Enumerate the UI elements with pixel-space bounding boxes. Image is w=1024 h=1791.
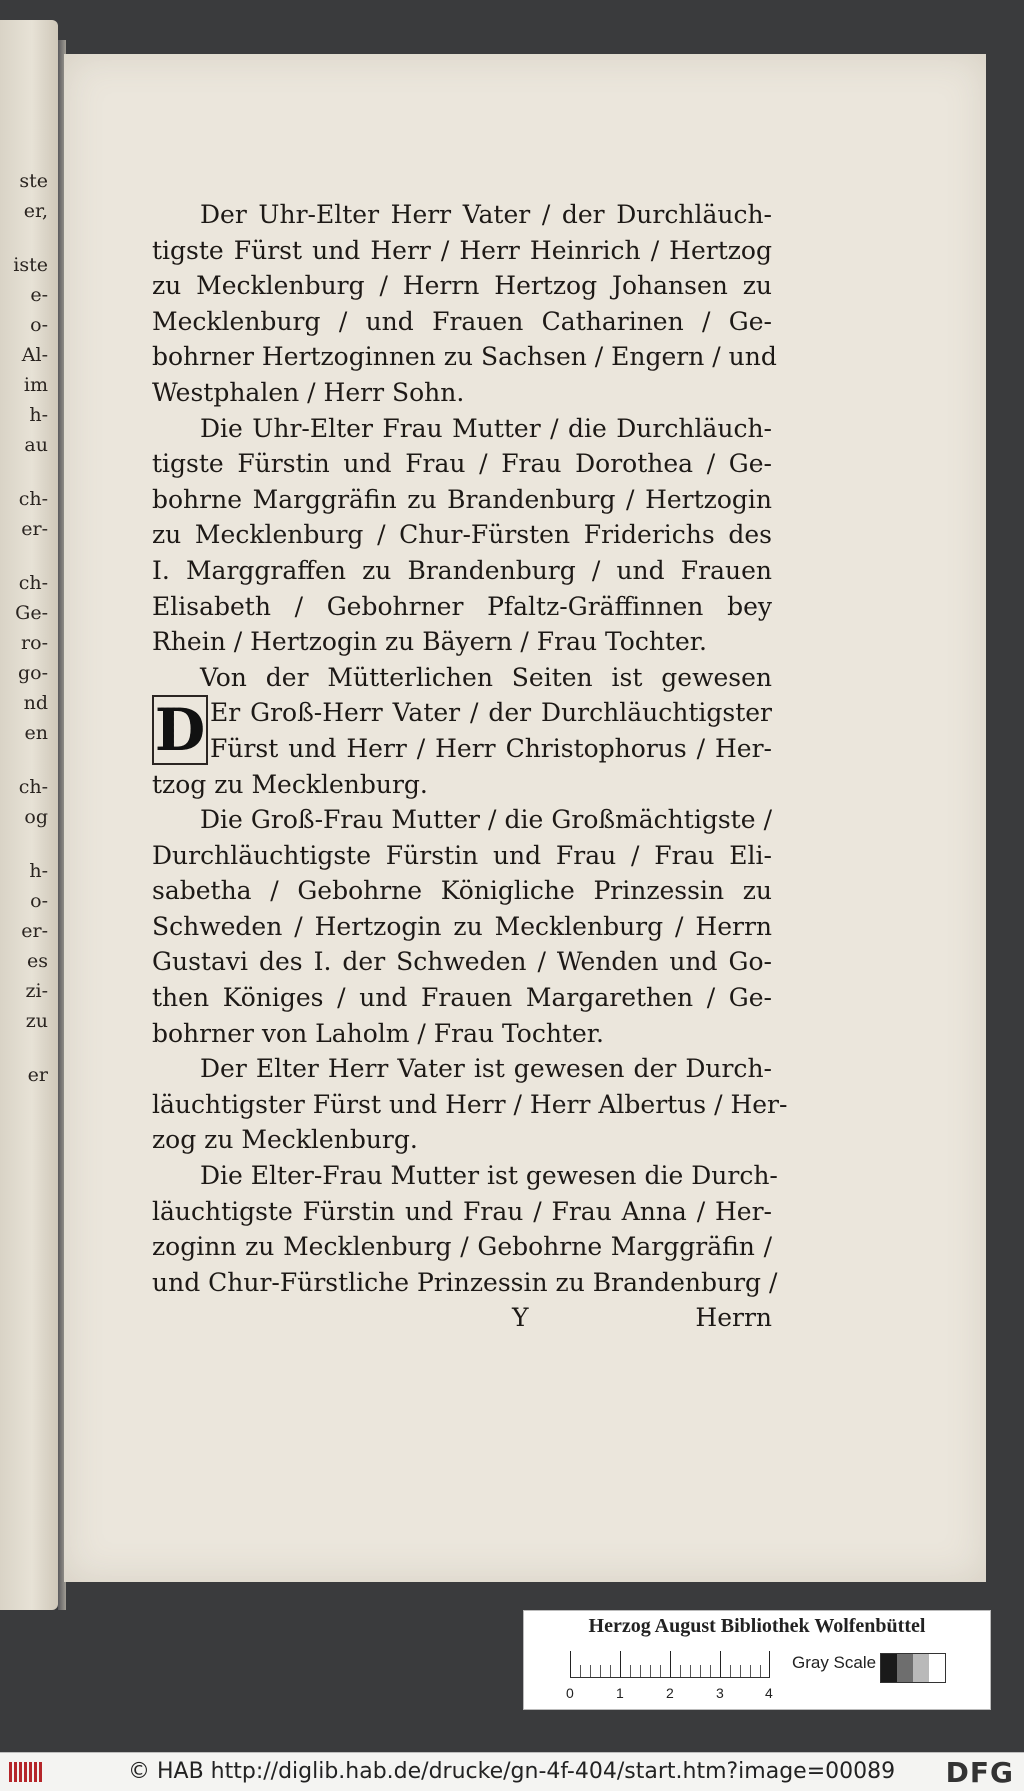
fragment: nd — [23, 692, 48, 714]
ruler-tick — [620, 1651, 621, 1677]
ruler-number: 0 — [566, 1685, 574, 1701]
text-line: zoginn zu Mecklenburg / Gebohrne Marggräfin / — [152, 1232, 772, 1262]
ruler-number: 1 — [616, 1685, 624, 1701]
text-line: läuchtigste Fürstin und Frau / Frau Anna / Her- — [152, 1196, 772, 1226]
scale-ruler — [570, 1649, 770, 1678]
fragment: ste — [19, 170, 48, 192]
fragment: er — [27, 1064, 48, 1086]
ruler-number: 2 — [666, 1685, 674, 1701]
copyright-link[interactable]: © HAB http://diglib.hab.de/drucke/gn-4f-404/start.htm?image=00089 — [128, 1759, 896, 1784]
ruler-tick — [690, 1665, 691, 1677]
text-line: läuchtigster Fürst und Herr / Herr Albertus / Her- — [152, 1089, 788, 1119]
scanned-page — [64, 54, 986, 1582]
text-line: Die Elter-Frau Mutter ist gewesen die Durch- — [200, 1161, 778, 1191]
text-line: bohrner von Laholm / Frau Tochter. — [152, 1018, 604, 1048]
fragment: h- — [29, 404, 48, 426]
text-line: Der Elter Herr Vater ist gewesen der Durch- — [200, 1054, 772, 1084]
text-line: und Chur-Fürstliche Prinzessin zu Brandenburg / — [152, 1267, 778, 1297]
ruler-number: 4 — [765, 1685, 773, 1701]
page-text-block — [152, 197, 788, 1336]
gray-swatch — [929, 1654, 945, 1682]
fragment: Al- — [21, 344, 48, 366]
previous-page-text — [2, 166, 54, 1090]
text-line: Durchläuchtigste Fürstin und Frau / Frau Eli- — [152, 840, 772, 870]
fragment: en — [24, 722, 48, 744]
ruler-tick — [600, 1665, 601, 1677]
text-line: Er Groß-Herr Vater / der Durchläuchtigster — [210, 698, 772, 728]
fragment: e- — [30, 284, 48, 306]
ruler-tick — [760, 1665, 761, 1677]
ruler-tick — [610, 1665, 611, 1677]
text-line: bohrner Hertzoginnen zu Sachsen / Engern / und — [152, 342, 777, 372]
ruler-tick — [640, 1665, 641, 1677]
signature-mark: Y — [512, 1303, 529, 1333]
ruler-tick — [630, 1665, 631, 1677]
fragment: Ge- — [15, 602, 48, 624]
fragment: ro- — [21, 632, 48, 654]
dfg-logo: DFG — [945, 1756, 1014, 1789]
fragment: er, — [23, 200, 48, 222]
fragment: zu — [25, 1010, 48, 1032]
page-footer-row — [152, 1300, 772, 1336]
ruler-tick — [570, 1651, 571, 1677]
fragment: er- — [21, 518, 48, 540]
dropcap-paragraph — [152, 695, 772, 802]
text-line: zu Mecklenburg / Chur-Fürsten Friderichs des — [152, 520, 772, 550]
text-line: zog zu Mecklenburg. — [152, 1125, 418, 1155]
text-line: then Königes / und Frauen Margarethen / Ge- — [152, 983, 772, 1013]
gray-swatch — [913, 1654, 929, 1682]
ruler-tick — [680, 1665, 681, 1677]
library-name: Herzog August Bibliothek Wolfenbüttel — [588, 1615, 926, 1637]
text-line: tigste Fürst und Herr / Herr Heinrich / Hertzog — [152, 235, 772, 265]
ruler-tick — [590, 1665, 591, 1677]
text-line: bohrne Marggräfin zu Brandenburg / Hertzogin — [152, 484, 772, 514]
ruler-tick — [700, 1665, 701, 1677]
ruler-tick — [650, 1665, 651, 1677]
text-line: Gustavi des I. der Schweden / Wenden und Go- — [152, 947, 772, 977]
text-line: I. Marggraffen zu Brandenburg / und Frauen — [152, 555, 772, 585]
ruler-tick — [740, 1665, 741, 1677]
gray-swatches — [880, 1653, 946, 1683]
text-line: Der Uhr-Elter Herr Vater / der Durchläuch- — [200, 200, 772, 229]
ruler-number: 3 — [716, 1685, 724, 1701]
text-line: Rhein / Hertzogin zu Bäyern / Frau Tochter. — [152, 627, 707, 657]
text-line: Elisabeth / Gebohrner Pfaltz-Gräffinnen bey — [152, 591, 772, 621]
fragment: es — [27, 950, 48, 972]
fragment: er- — [21, 920, 48, 942]
ruler-tick — [730, 1665, 731, 1677]
fragment: iste — [13, 254, 48, 276]
ruler-tick — [710, 1665, 711, 1677]
text-line: Schweden / Hertzogin zu Mecklenburg / Herrn — [152, 911, 772, 941]
fragment: zi- — [25, 980, 48, 1002]
text-line: sabetha / Gebohrne Königliche Prinzessin zu — [152, 876, 772, 906]
catchword: Herrn — [695, 1303, 772, 1333]
fragment: ch- — [18, 488, 48, 510]
fragment: im — [23, 374, 48, 396]
decorated-initial: D — [152, 695, 208, 765]
fragment: og — [24, 806, 48, 828]
text-line: Die Groß-Frau Mutter / die Großmächtigste / — [200, 805, 772, 835]
fragment: h- — [29, 860, 48, 882]
fragment: o- — [30, 314, 48, 336]
gray-scale-label: Gray Scale — [792, 1653, 877, 1672]
section-heading: Von der Mütterlichen Seiten ist gewesen — [200, 662, 772, 692]
text-line: tigste Fürstin und Frau / Frau Dorothea / Ge- — [152, 449, 772, 479]
text-line: tzog zu Mecklenburg. — [152, 769, 428, 799]
ruler-tick — [670, 1651, 671, 1677]
text-line: Die Uhr-Elter Frau Mutter / die Durchläuch- — [200, 413, 772, 443]
fragment: au — [24, 434, 48, 456]
text-line: Fürst und Herr / Herr Christophorus / Her- — [210, 733, 772, 763]
ruler-tick — [720, 1651, 721, 1677]
fragment: ch- — [18, 572, 48, 594]
fragment: o- — [30, 890, 48, 912]
fragment: go- — [17, 662, 48, 684]
ruler-tick — [580, 1665, 581, 1677]
hab-logo-icon — [8, 1759, 48, 1785]
ruler-tick — [660, 1665, 661, 1677]
text-line: Mecklenburg / und Frauen Catharinen / Ge- — [152, 306, 772, 336]
fragment: ch- — [18, 776, 48, 798]
text-line: zu Mecklenburg / Herrn Hertzog Johansen zu — [152, 271, 772, 301]
ruler-tick — [769, 1651, 770, 1677]
color-scale-card — [523, 1610, 991, 1710]
ruler-tick — [750, 1665, 751, 1677]
viewer-footer — [0, 1752, 1024, 1791]
text-line: Westphalen / Herr Sohn. — [152, 377, 465, 407]
gray-swatch — [897, 1654, 913, 1682]
previous-page-edge — [0, 20, 58, 1610]
gray-swatch — [881, 1654, 897, 1682]
